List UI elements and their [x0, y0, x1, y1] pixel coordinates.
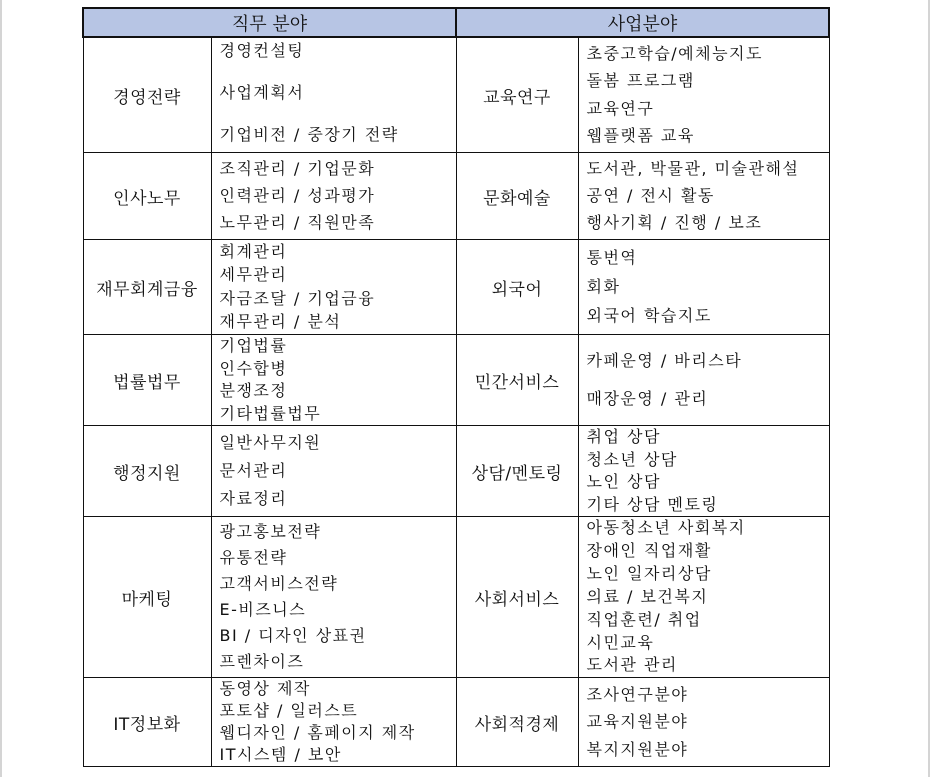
business-item-list [578, 37, 829, 153]
list-item: 경영컨설팅 [219, 41, 305, 60]
list-item: 장애인 직업재활 [586, 541, 712, 561]
list-item: 취업 상담 [586, 427, 661, 447]
list-item: IT시스템 / 보안 [219, 745, 342, 764]
business-category: 상담/멘토링 [456, 426, 578, 517]
list-item: 회화 [586, 277, 621, 296]
list-item: 분쟁조정 [219, 381, 288, 401]
list-item: 일반사무지원 [219, 433, 322, 452]
list-item: 웹디자인 / 홈페이지 제작 [219, 723, 416, 742]
job-category: IT정보화 [83, 678, 211, 767]
list-item: 직업훈련/ 취업 [586, 609, 702, 629]
job-item-list [211, 240, 456, 335]
business-category: 사회서비스 [456, 517, 578, 678]
list-item: 교육연구 [586, 98, 655, 118]
list-item: 아동청소년 사회복지 [586, 518, 746, 538]
list-item: 세무관리 [219, 265, 288, 285]
list-item: 고객서비스전략 [219, 574, 339, 593]
list-item: 노인 일자리상담 [586, 564, 712, 584]
list-item: 웹플랫폼 교육 [586, 125, 695, 145]
list-item: 포토샵 / 일러스트 [219, 701, 359, 720]
job-category: 마케팅 [83, 517, 211, 678]
list-item: 자료정리 [219, 489, 288, 508]
job-category: 경영전략 [83, 37, 211, 153]
job-category: 재무회계금융 [83, 240, 211, 335]
business-item-list [578, 335, 829, 426]
list-item: 공연 / 전시 활동 [586, 186, 715, 205]
list-item: 인력관리 / 성과평가 [219, 186, 376, 205]
list-item: 노인 상담 [586, 472, 661, 492]
business-item-list [578, 240, 829, 335]
list-item: 의료 / 보건복지 [586, 586, 709, 606]
business-item-list [578, 153, 829, 240]
list-item: 조직관리 / 기업문화 [219, 159, 376, 178]
list-item: 사업계획서 [219, 83, 305, 102]
business-item-list [578, 426, 829, 517]
list-item: 외국어 학습지도 [586, 306, 712, 325]
list-item: BI / 디자인 상표권 [219, 626, 367, 645]
list-item: 시민교육 [586, 632, 655, 652]
table-row [83, 335, 829, 426]
list-item: 회계관리 [219, 241, 288, 261]
list-item: 도서관, 박물관, 미술관해설 [586, 159, 800, 178]
list-item: 자금조달 / 기업금융 [219, 288, 376, 308]
job-field-header: 직무 분야 [83, 8, 456, 37]
business-category: 문화예술 [456, 153, 578, 240]
business-category: 민간서비스 [456, 335, 578, 426]
table-row [83, 240, 829, 335]
list-item: 문서관리 [219, 461, 288, 480]
list-item: 돌봄 프로그램 [586, 71, 695, 91]
list-item: E-비즈니스 [219, 600, 307, 619]
page-border-left [0, 0, 2, 777]
list-item: 인수합병 [219, 358, 288, 378]
list-item: 프렌차이즈 [219, 652, 305, 671]
list-item: 노무관리 / 직원만족 [219, 213, 376, 232]
table-row [83, 517, 829, 678]
list-item: 복지지원분야 [586, 739, 689, 759]
business-category: 외국어 [456, 240, 578, 335]
job-item-list [211, 37, 456, 153]
table-row [83, 37, 829, 153]
business-field-header: 사업분야 [456, 8, 829, 37]
job-item-list [211, 153, 456, 240]
job-item-list [211, 426, 456, 517]
business-category: 사회적경제 [456, 678, 578, 767]
job-category: 행정지원 [83, 426, 211, 517]
list-item: 광고홍보전략 [219, 522, 322, 541]
list-item: 기타법률법무 [219, 403, 322, 423]
list-item: 초중고학습/예체능지도 [586, 44, 763, 64]
list-item: 유통전략 [219, 548, 288, 567]
table-row [83, 153, 829, 240]
list-item: 기업비전 / 중장기 전략 [219, 125, 399, 144]
job-item-list [211, 517, 456, 678]
list-item: 행사기획 / 진행 / 보조 [586, 213, 763, 232]
business-category: 교육연구 [456, 37, 578, 153]
list-item: 기타 상담 멘토링 [586, 494, 719, 514]
list-item: 청소년 상담 [586, 449, 678, 469]
list-item: 카페운영 / 바리스타 [586, 351, 743, 371]
job-category: 법률법무 [83, 335, 211, 426]
field-table [82, 7, 830, 767]
job-item-list [211, 335, 456, 426]
business-item-list [578, 678, 829, 767]
list-item: 통번역 [586, 248, 638, 267]
list-item: 재무관리 / 분석 [219, 312, 342, 332]
table-row [83, 678, 829, 767]
business-item-list [578, 517, 829, 678]
list-item: 도서관 관리 [586, 655, 678, 675]
table-row [83, 426, 829, 517]
list-item: 조사연구분야 [586, 684, 689, 704]
list-item: 기업법률 [219, 336, 288, 356]
job-item-list [211, 678, 456, 767]
list-item: 동영상 제작 [219, 679, 311, 698]
header-row [83, 8, 829, 37]
job-category: 인사노무 [83, 153, 211, 240]
list-item: 매장운영 / 관리 [586, 388, 709, 408]
list-item: 교육지원분야 [586, 712, 689, 731]
